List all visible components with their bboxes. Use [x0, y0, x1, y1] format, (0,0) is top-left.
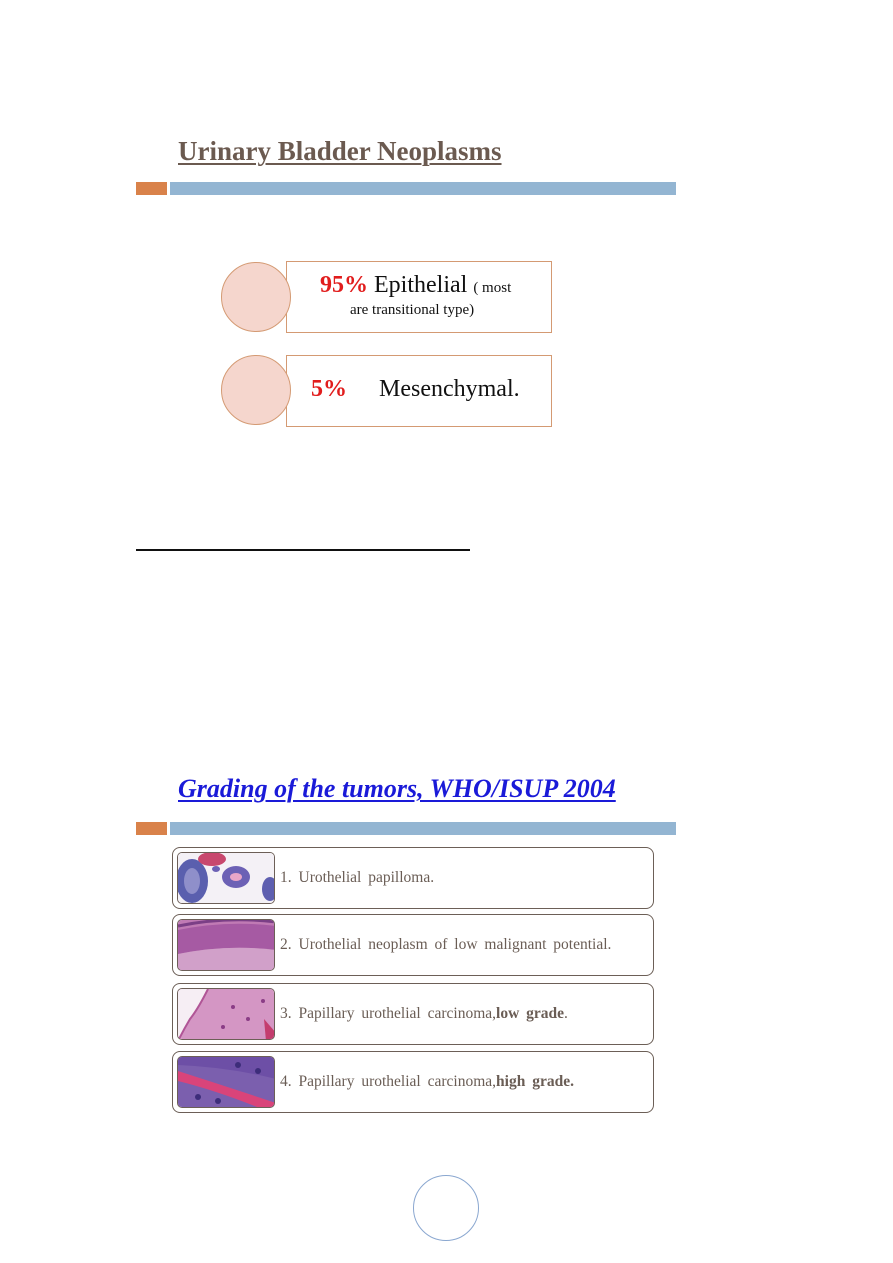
- histology-image-lmp: [177, 919, 275, 971]
- grade-text-1: [280, 848, 434, 908]
- grade-label-4: 4. Papillary urothelial carcinoma,: [280, 1073, 497, 1090]
- horizontal-rule: [136, 549, 470, 551]
- ratio-text-epithelial: [320, 272, 511, 299]
- accent-bar-blue: [170, 182, 676, 195]
- grade-label-3: 3. Papillary urothelial carcinoma,: [280, 1005, 497, 1022]
- grade-text-2: [280, 915, 611, 975]
- grade-label-2: 2. Urothelial neoplasm of low malignant potential.: [280, 936, 612, 953]
- note-epithelial-1: ( most: [473, 280, 512, 296]
- note-epithelial-2: are transitional type): [350, 302, 475, 318]
- section-title-neoplasms: Urinary Bladder Neoplasms: [178, 136, 502, 166]
- grade-text-3: [280, 984, 568, 1044]
- histology-image-papilloma: [177, 852, 275, 904]
- grade-row-2: [172, 914, 654, 976]
- accent-bar-orange: [136, 182, 167, 195]
- percent-epithelial: 95%: [320, 272, 368, 298]
- grade-label-1: 1. Urothelial papilloma.: [280, 869, 435, 886]
- grade-bold-4: high grade.: [496, 1073, 574, 1090]
- histology-svg-3: [178, 989, 275, 1040]
- accent-bar-orange-2: [136, 822, 167, 835]
- page-number-circle: [413, 1175, 479, 1241]
- ratio-circle-mesenchymal: [221, 355, 291, 425]
- histology-svg-4: [178, 1057, 275, 1108]
- histology-svg-1: [178, 853, 275, 904]
- label-mesenchymal: Mesenchymal.: [379, 376, 520, 402]
- histology-svg-2: [178, 920, 275, 971]
- grade-row-1: [172, 847, 654, 909]
- grade-suffix-3: .: [564, 1005, 568, 1022]
- accent-bar-blue-2: [170, 822, 676, 835]
- histology-image-low-grade: [177, 988, 275, 1040]
- grade-row-4: [172, 1051, 654, 1113]
- label-epithelial: Epithelial: [374, 272, 468, 298]
- histology-image-high-grade: [177, 1056, 275, 1108]
- ratio-text-mesenchymal: [311, 376, 520, 403]
- percent-mesenchymal: 5%: [311, 376, 347, 402]
- ratio-circle-epithelial: [221, 262, 291, 332]
- grade-text-4: [280, 1052, 574, 1112]
- grade-bold-3: low grade: [496, 1005, 565, 1022]
- section-title-grading: Grading of the tumors, WHO/ISUP 2004: [178, 774, 616, 803]
- grade-row-3: [172, 983, 654, 1045]
